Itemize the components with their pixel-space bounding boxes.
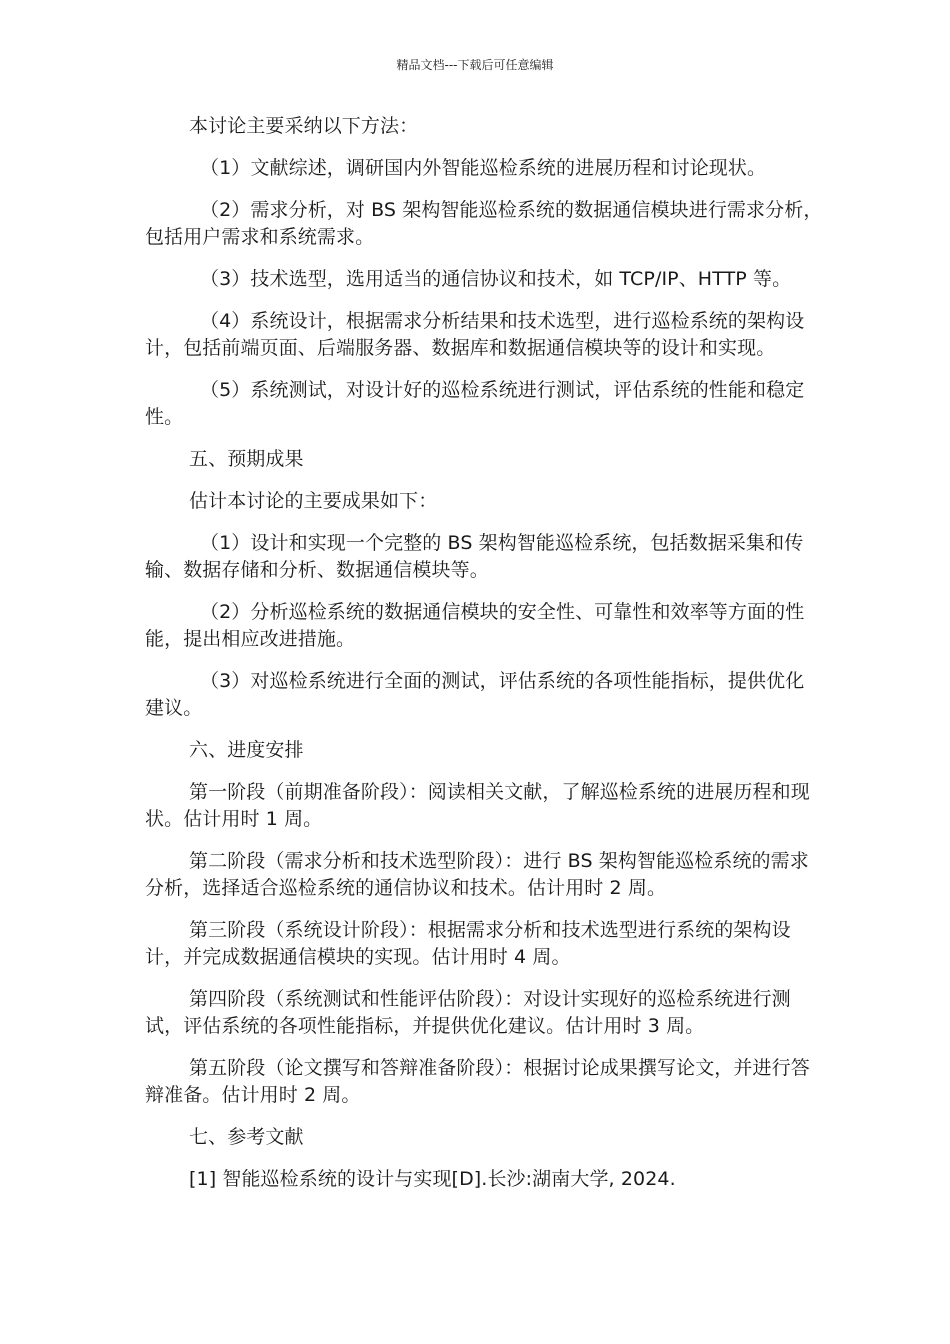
paragraph-method-2: （2）需求分析，对 BS 架构智能巡检系统的数据通信模块进行需求分析，包括用户需求和系统需求。 [145,199,823,248]
paragraph-stage-3: 第三阶段（系统设计阶段）：根据需求分析和技术选型进行系统的架构设计，并完成数据通信模块的实现。估计用时 4 周。 [145,919,791,968]
paragraph-result-3: （3）对巡检系统进行全面的测试，评估系统的各项性能指标，提供优化建议。 [145,670,805,719]
page-header: 精品文档---下载后可任意编辑 [396,58,554,72]
paragraph-result-1: （1）设计和实现一个完整的 BS 架构智能巡检系统，包括数据采集和传输、数据存储和分析、数据通信模块等。 [145,532,804,581]
paragraph-intro-methods: 本讨论主要采纳以下方法： [189,115,419,137]
section-heading-schedule: 六、进度安排 [189,739,304,761]
paragraph-method-4: （4）系统设计，根据需求分析结果和技术选型，进行巡检系统的架构设计，包括前端页面、后端服务器、数据库和数据通信模块等的设计和实现。 [145,310,805,359]
reference-item-1: [1] 智能巡检系统的设计与实现[D].长沙:湖南大学, 2024. [189,1168,676,1190]
paragraph-result-2: （2）分析巡检系统的数据通信模块的安全性、可靠性和效率等方面的性能，提出相应改进措施。 [145,601,805,650]
paragraph-stage-2: 第二阶段（需求分析和技术选型阶段）：进行 BS 架构智能巡检系统的需求分析，选择适合巡检系统的通信协议和技术。估计用时 2 周。 [145,850,809,899]
paragraph-stage-5: 第五阶段（论文撰写和答辩准备阶段）：根据讨论成果撰写论文，并进行答辩准备。估计用时 2 周。 [145,1057,810,1106]
section-heading-references: 七、参考文献 [189,1126,304,1148]
paragraph-method-1: （1）文献综述，调研国内外智能巡检系统的进展历程和讨论现状。 [200,157,767,179]
paragraph-method-5: （5）系统测试，对设计好的巡检系统进行测试，评估系统的性能和稳定性。 [145,379,805,428]
paragraph-results-intro: 估计本讨论的主要成果如下： [189,490,438,512]
paragraph-method-3: （3）技术选型，选用适当的通信协议和技术，如 TCP/IP、HTTP 等。 [200,268,792,290]
paragraph-stage-1: 第一阶段（前期准备阶段）：阅读相关文献，了解巡检系统的进展历程和现状。估计用时 1 周。 [145,781,810,830]
document-body [145,113,823,1208]
paragraph-stage-4: 第四阶段（系统测试和性能评估阶段）：对设计实现好的巡检系统进行测试，评估系统的各项性能指标，并提供优化建议。估计用时 3 周。 [145,988,791,1037]
section-heading-expected-results: 五、预期成果 [189,448,304,470]
